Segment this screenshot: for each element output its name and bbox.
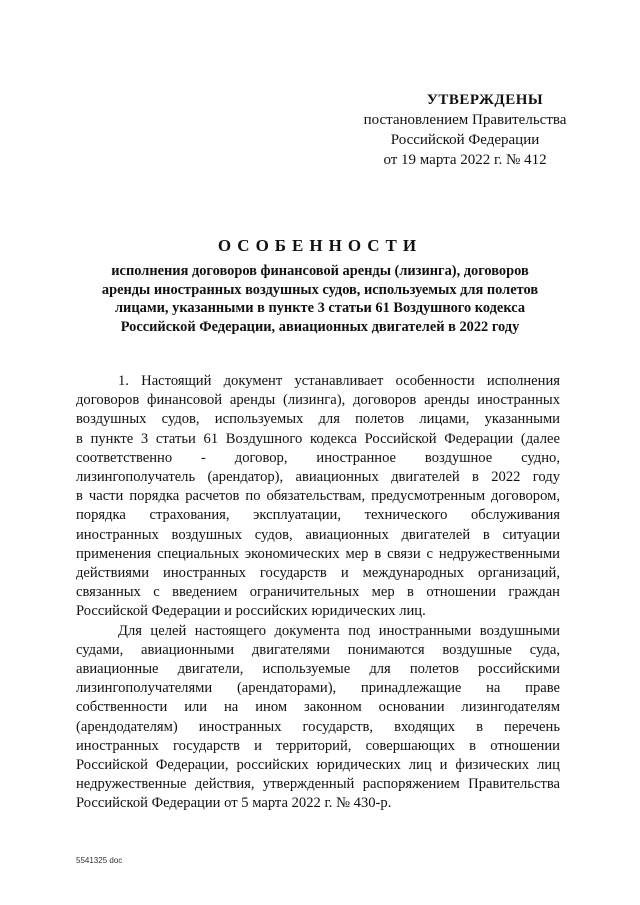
document-subtitle bbox=[60, 262, 580, 336]
text-line: действиями иностранных государств и международных организаций, bbox=[76, 565, 560, 582]
text-line: в части порядка расчетов по обязательствам, предусмотренным договором, bbox=[76, 488, 560, 505]
text-line: Российской Федерации и российских юридических лиц. bbox=[76, 603, 426, 620]
subtitle-line: лицами, указанными в пункте 3 статьи 61 Воздушного кодекса bbox=[114, 300, 526, 316]
text-line: лизингополучателями (арендаторами), принадлежащие на праве bbox=[76, 680, 560, 697]
text-line: собственности или на ином законном основании лизингодателям bbox=[76, 699, 560, 716]
text-line: (арендодателям) иностранных государств, входящих в перечень bbox=[76, 718, 560, 735]
subtitle-line: Российской Федерации, авиационных двигателей в 2022 году bbox=[120, 318, 520, 335]
text-line: Российской Федерации от 5 марта 2022 г. № 430-р. bbox=[76, 795, 392, 812]
text-line: воздушных судов, используемых для полетов лицами, указанными bbox=[76, 411, 560, 428]
document-title: ОСОБЕННОСТИ bbox=[217, 236, 423, 255]
text-line: авиационные двигатели, используемые для полетов российскими bbox=[76, 661, 560, 678]
subtitle-line: исполнения договоров финансовой аренды (лизинга), договоров bbox=[111, 263, 529, 279]
text-line: применения специальных экономических мер в связи с недружественными bbox=[76, 545, 560, 562]
text-line: соответственно - договор, иностранное воздушное судно, bbox=[76, 449, 560, 466]
approval-line: Российской Федерации bbox=[390, 132, 540, 148]
subtitle-line: аренды иностранных воздушных судов, используемых для полетов bbox=[101, 281, 539, 298]
approval-date: от 19 марта 2022 г. № 412 bbox=[383, 152, 547, 168]
file-reference: 5541325 doc bbox=[76, 856, 123, 865]
document-body bbox=[76, 372, 560, 814]
text-line: иностранных государств и территорий, совершающих в отношении bbox=[76, 737, 560, 754]
approval-heading: УТВЕРЖДЕНЫ bbox=[426, 92, 544, 108]
text-line: в пункте 3 статьи 61 Воздушного кодекса Российской Федерации (далее bbox=[76, 430, 560, 447]
text-line: связанных с введением ограничительных мер в отношении граждан bbox=[76, 584, 560, 601]
text-line: договоров финансовой аренды (лизинга), договоров аренды иностранных bbox=[76, 392, 560, 409]
approval-block bbox=[330, 90, 600, 170]
text-line: лизингополучатель (арендатор), авиационных двигателей в 2022 году bbox=[76, 469, 560, 486]
paragraph-1 bbox=[76, 372, 560, 622]
text-line: недружественные действия, утвержденный распоряжением Правительства bbox=[76, 776, 560, 793]
text-line: иностранных воздушных судов, авиационных двигателей в ситуации bbox=[76, 526, 560, 543]
paragraph-2 bbox=[76, 622, 560, 814]
approval-line: постановлением Правительства bbox=[363, 112, 567, 128]
text-line: порядка страхования, эксплуатации, технического обслуживания bbox=[76, 507, 560, 524]
text-line: Для целей настоящего документа под иностранными воздушными bbox=[118, 622, 560, 639]
text-line: Российской Федерации, российских юридических лиц и физических лиц bbox=[76, 757, 560, 774]
text-line: 1. Настоящий документ устанавливает особенности исполнения bbox=[118, 373, 560, 389]
text-line: судами, авиационными двигателями понимаются воздушные суда, bbox=[76, 641, 560, 658]
